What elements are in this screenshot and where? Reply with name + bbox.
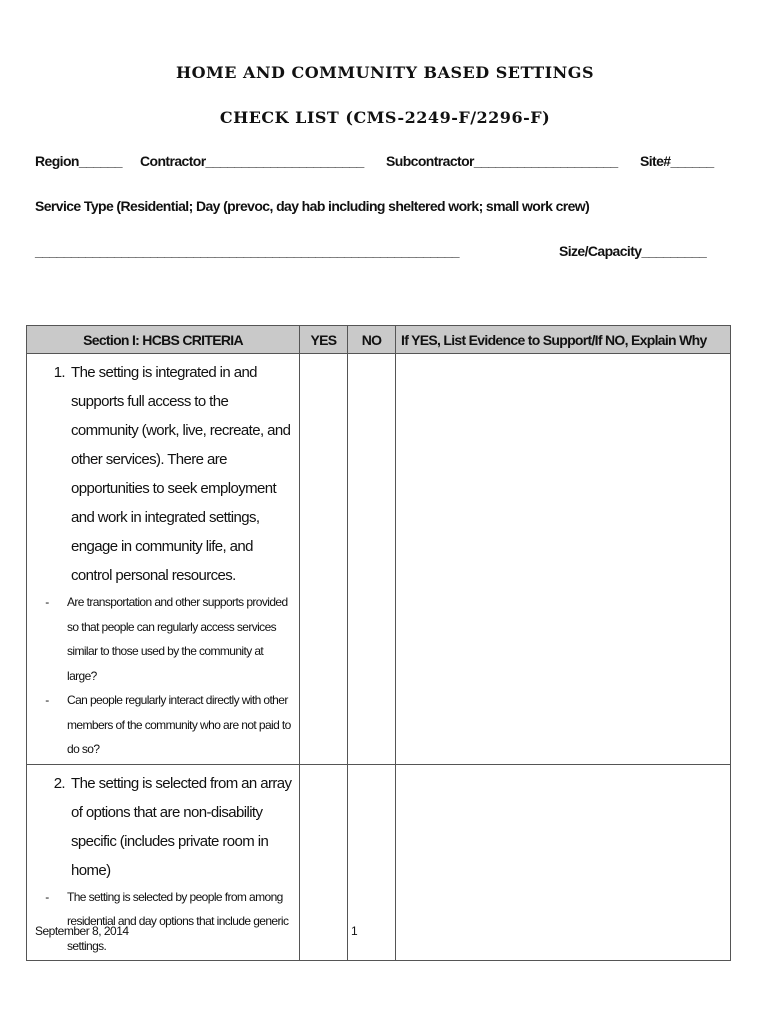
- header-criteria: Section I: HCBS CRITERIA: [27, 326, 300, 354]
- table-row: [27, 764, 731, 961]
- sub-item: Can people regularly interact directly with other members of the community who are not paid to do so?: [67, 693, 291, 756]
- site-field[interactable]: Site#______: [640, 153, 714, 169]
- criterion-text: The setting is selected from an array of options that are non-disability specific (includes private room in home): [71, 774, 292, 879]
- table-row: [27, 354, 731, 765]
- subcontractor-field[interactable]: Subcontractor____________________: [386, 153, 618, 169]
- sub-item: Are transportation and other supports provided so that people can regularly access services similar to those used by the community at large?: [67, 595, 288, 683]
- dash-bullet: -: [45, 889, 49, 904]
- criterion-cell: [27, 354, 300, 765]
- no-cell[interactable]: [348, 354, 396, 765]
- evidence-cell[interactable]: [396, 764, 731, 961]
- footer-date: September 8, 2014: [35, 924, 129, 938]
- service-type-blank-line[interactable]: ___________________________________________________________: [35, 243, 459, 259]
- header-no: NO: [348, 326, 396, 354]
- document-title: HOME AND COMMUNITY BASED SETTINGS: [175, 63, 595, 82]
- header-evidence: If YES, List Evidence to Support/If NO, Explain Why: [396, 326, 731, 354]
- criterion-number: 2.: [53, 774, 65, 792]
- page-number: 1: [351, 924, 358, 938]
- dash-bullet: -: [45, 693, 49, 707]
- criterion-text: The setting is integrated in and supports full access to the community (work, live, recreate, and other services). There are opportunities to seek employment and work in integrated settings, engage in community life, and control personal resources.: [71, 364, 291, 584]
- header-yes: YES: [300, 326, 348, 354]
- criterion-number: 1.: [53, 364, 65, 381]
- region-field[interactable]: Region______: [35, 153, 122, 169]
- contractor-field[interactable]: Contractor______________________: [140, 153, 364, 169]
- size-capacity-field[interactable]: Size/Capacity_________: [559, 243, 707, 259]
- hcbs-criteria-table: [26, 325, 731, 961]
- sub-item: The setting is selected by people from among residential and day options that include generic settings.: [67, 889, 289, 953]
- table-header-row: [27, 326, 731, 354]
- service-type-field: Service Type (Residential; Day (prevoc, day hab including sheltered work; small work crew): [35, 198, 590, 214]
- yes-cell[interactable]: [300, 764, 348, 961]
- dash-bullet: -: [45, 595, 49, 609]
- evidence-cell[interactable]: [396, 354, 731, 765]
- document-subtitle: CHECK LIST (CMS-2249-F/2296-F): [219, 108, 551, 127]
- yes-cell[interactable]: [300, 354, 348, 765]
